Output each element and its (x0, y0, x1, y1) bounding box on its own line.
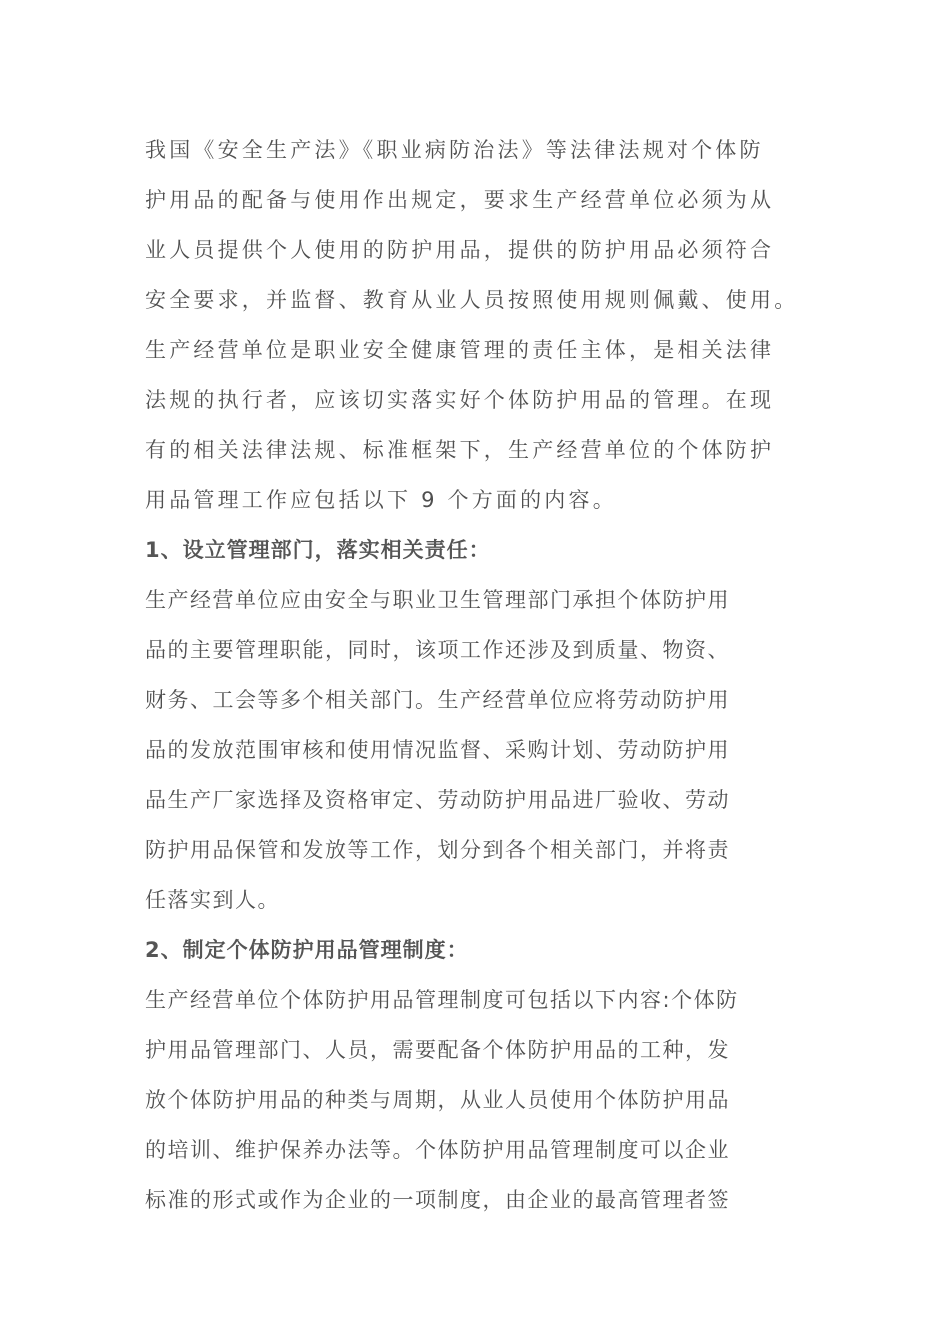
intro-line: 我国《安全生产法》《职业病防治法》等法律法规对个体防 (145, 138, 764, 162)
section-line: 生产经营单位应由安全与职业卫生管理部门承担个体防护用 (145, 588, 730, 612)
section-line: 任落实到人。 (145, 888, 280, 912)
section-line: 放个体防护用品的种类与周期，从业人员使用个体防护用品 (145, 1088, 730, 1112)
intro-line: 护用品的配备与使用作出规定，要求生产经营单位必须为从 (145, 188, 775, 212)
intro-line: 业人员提供个人使用的防护用品，提供的防护用品必须符合 (145, 238, 775, 262)
section-heading: 2、制定个体防护用品管理制度： (145, 938, 469, 962)
section-heading: 1、设立管理部门，落实相关责任： (145, 538, 491, 562)
section-line: 品的发放范围审核和使用情况监督、采购计划、劳动防护用 (145, 738, 730, 762)
section-line: 的培训、维护保养办法等。个体防护用品管理制度可以企业 (145, 1138, 730, 1162)
section-line: 防护用品保管和发放等工作，划分到各个相关部门，并将责 (145, 838, 730, 862)
intro-line: 用品管理工作应包括以下 9 个方面的内容。 (145, 488, 617, 512)
intro-line: 有的相关法律法规、标准框架下，生产经营单位的个体防护 (145, 438, 775, 462)
intro-line: 法规的执行者，应该切实落实好个体防护用品的管理。在现 (145, 388, 775, 412)
section-line: 护用品管理部门、人员，需要配备个体防护用品的工种，发 (145, 1038, 730, 1062)
section-line: 品生产厂家选择及资格审定、劳动防护用品进厂验收、劳动 (145, 788, 730, 812)
section-line: 标准的形式或作为企业的一项制度，由企业的最高管理者签 (145, 1188, 730, 1212)
intro-line: 安全要求，并监督、教育从业人员按照使用规则佩戴、使用。 (145, 288, 799, 312)
section-line: 财务、工会等多个相关部门。生产经营单位应将劳动防护用 (145, 688, 730, 712)
section-line: 生产经营单位个体防护用品管理制度可包括以下内容:个体防 (145, 988, 739, 1012)
section-line: 品的主要管理职能，同时，该项工作还涉及到质量、物资、 (145, 638, 730, 662)
intro-line: 生产经营单位是职业安全健康管理的责任主体，是相关法律 (145, 338, 775, 362)
